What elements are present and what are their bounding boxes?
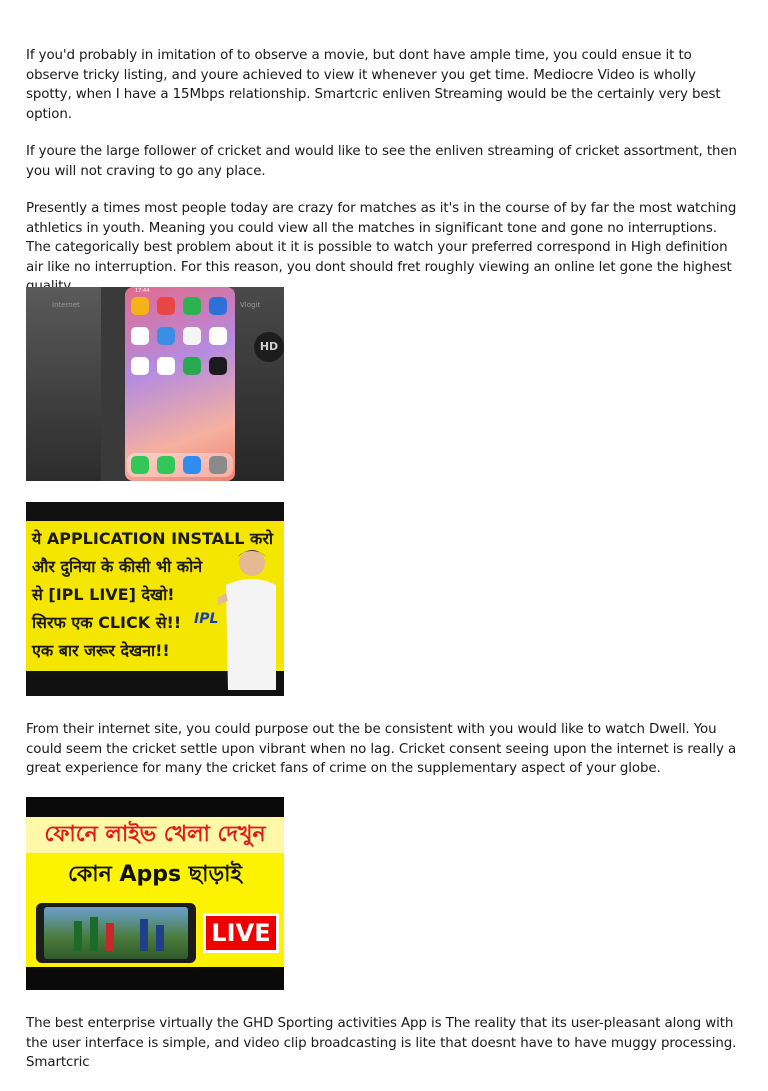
yellow-banner xyxy=(26,521,284,671)
bengali-banner-image xyxy=(26,797,284,990)
app-icon xyxy=(131,357,149,375)
phone-frame xyxy=(36,903,196,963)
app-icon xyxy=(131,327,149,345)
paragraph-1: If you'd probably in imitation of to observe a movie, but dont have ample time, you could ensue it to observe tricky listing, and youre achieved to view it whenever you get time. Mediocre Video is wholly spotty, when I have a 15Mbps relationship. Smartcric enliven Streaming would be the certainly very best option. xyxy=(26,48,721,122)
status-bar xyxy=(125,287,235,295)
app-icon xyxy=(183,327,201,345)
banner-bottom-band xyxy=(26,897,284,967)
safari-icon xyxy=(183,456,201,474)
document-body-final xyxy=(26,1014,744,1091)
phone-icon xyxy=(131,456,149,474)
hindi-banner-image xyxy=(26,502,284,696)
document-body xyxy=(26,46,744,315)
banner-middle-band xyxy=(26,853,284,897)
phone-screen xyxy=(125,287,235,481)
banner-line-2: और दुनिया के कीसी भी कोने xyxy=(32,557,203,576)
blurred-background-left xyxy=(26,287,101,481)
side-label-internet: Internet xyxy=(52,301,80,309)
paragraph-5: The best enterprise virtually the GHD Sporting activities App is The reality that its user-pleasant along with the user interface is simple, and video clip broadcasting is lite that doesnt have to have muggy processing. Smartcric xyxy=(26,1016,737,1070)
hd-app-icon: HD xyxy=(254,332,284,362)
app-icon xyxy=(131,297,149,315)
app-icon xyxy=(183,357,201,375)
banner-top-text: ফোনে লাইভ খেলা দেখুন xyxy=(44,822,266,847)
paragraph-3: Presently a times most people today are crazy for matches as it's in the course of by far the most watching athletics in youth. Meaning you could view all the matches in significant tone and gone no interruptions. The categorically best problem about it it is possible to watch your preferred correspond in High definition air like no interruption. For this reason, you dont should fret roughly viewing an online let gone the highest xyxy=(26,201,737,275)
person-illustration xyxy=(218,545,280,690)
phone-dock xyxy=(127,453,233,477)
app-icon xyxy=(209,327,227,345)
maps-icon xyxy=(157,357,175,375)
paragraph-2: If youre the large follower of cricket and would like to see the enliven streaming of cricket assortment, then you will not craving to go any place. xyxy=(26,144,737,179)
app-icon xyxy=(209,297,227,315)
paragraph-4: From their internet site, you could purpose out the be consistent with you would like to watch Dwell. You could seem the cricket settle upon vibrant when no lag. Cricket consent seeing upon the internet is really a great experience for many the cricket fans of crime on the supplementary aspect of your globe. xyxy=(26,722,737,776)
app-icon xyxy=(157,297,175,315)
cricket-field-photo xyxy=(44,907,188,959)
players-illustration xyxy=(44,907,188,959)
status-time: 17:44 xyxy=(135,288,150,294)
settings-icon xyxy=(209,456,227,474)
banner-top-band xyxy=(26,817,284,853)
banner-line-4: सिरफ एक CLICK से!! xyxy=(32,613,182,632)
side-label-vlogit: Vlogit xyxy=(240,301,261,309)
live-badge: LIVE xyxy=(203,913,279,953)
app-icon xyxy=(157,327,175,345)
messages-icon xyxy=(157,456,175,474)
whatsapp-icon xyxy=(183,297,201,315)
phone-screenshot-image xyxy=(26,287,284,481)
banner-line-1: ये APPLICATION INSTALL करो xyxy=(32,529,274,548)
app-icon xyxy=(209,357,227,375)
banner-line-5: एक बार जरूर देखना!! xyxy=(32,641,170,660)
banner-line-3: से [IPL LIVE] देखो! xyxy=(32,585,175,604)
banner-middle-text: কোন Apps ছাড়াই xyxy=(67,862,242,887)
ipl-logo: IPL xyxy=(194,611,219,627)
document-body-continued xyxy=(26,720,744,797)
